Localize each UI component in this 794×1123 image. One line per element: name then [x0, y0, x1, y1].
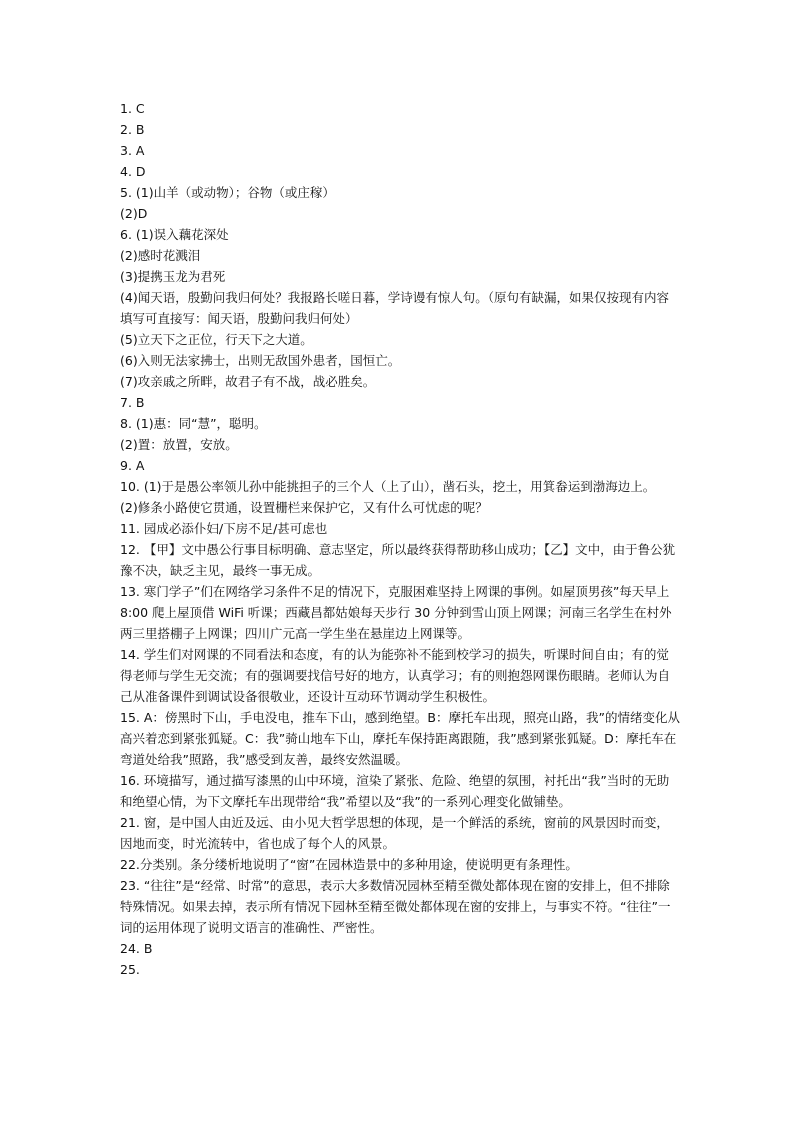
answer-line: 8. (1)惠：同“慧”，聪明。: [120, 416, 267, 431]
answer-line: (6)入则无法家拂士，出则无敌国外患者，国恒亡。: [120, 353, 401, 368]
answer-line: 21. 窗，是中国人由近及远、由小见大哲学思想的体现，是一个鲜活的系统，窗前的风景因时而变，因地而变，时光流转中，省也成了每个人的风景。: [120, 815, 669, 851]
answer-line: 25.: [120, 962, 140, 977]
answer-key-body: [120, 98, 680, 980]
answer-line: 23. “往往”是“经常、时常”的意思，表示大多数情况园林至精至微处都体现在窗的安排上，但不排除特殊情况。如果去掉，表示所有情况下园林至精至微处都体现在窗的安排上，与事实不符。“往往”一词的运用体现了说明文语言的准确性、严密性。: [120, 878, 671, 935]
answer-line: 22.分类别。条分缕析地说明了“窗”在园林造景中的多种用途，使说明更有条理性。: [120, 857, 578, 872]
answer-line: (4)闻天语，殷勤问我归何处？我报路长嗟日暮，学诗谩有惊人句。（原句有缺漏，如果仅按现有内容填写可直接写：闻天语，殷勤问我归何处）: [120, 290, 669, 326]
answer-line: 11. 园成必添仆妇/下房不足/甚可虑也: [120, 521, 328, 536]
answer-line: 2. B: [120, 122, 145, 137]
answer-line: 1. C: [120, 101, 145, 116]
answer-line: (5)立天下之正位，行天下之大道。: [120, 332, 313, 347]
answer-line: 24. B: [120, 941, 153, 956]
answer-line: (2)感时花溅泪: [120, 248, 201, 263]
answer-line: (2)D: [120, 206, 148, 221]
answer-line: 6. (1)误入藕花深处: [120, 227, 229, 242]
answer-line: 7. B: [120, 395, 145, 410]
answer-line: 5. (1)山羊（或动物）；谷物（或庄稼）: [120, 185, 335, 200]
answer-line: 14. 学生们对网课的不同看法和态度，有的认为能弥补不能到校学习的损失，听课时间自由；有的觉得老师与学生无交流；有的强调要找信号好的地方，认真学习；有的则抱怨网课伤眼睛。老师认为自己从准备课件到调试设备很敬业，还设计互动环节调动学生积极性。: [120, 647, 671, 704]
answer-line: (7)攻亲戚之所畔，故君子有不战，战必胜矣。: [120, 374, 376, 389]
answer-line: 13. 寒门学子”们在网络学习条件不足的情况下，克服困难坚持上网课的事例。如屋顶男孩”每天早上 8:00 爬上屋顶借 WiFi 听课；西藏昌都姑娘每天步行 30 分钟到雪山顶上网课；河南三名学生在村外两三里搭棚子上网课；四川广元高一学生坐在悬崖边上网课等。: [120, 584, 672, 641]
answer-line: 15. A：傍黑时下山，手电没电，推车下山，感到绝望。B：摩托车出现，照亮山路，我”的情绪变化从高兴着恋到紧张狐疑。C：我”骑山地车下山，摩托车保持距离跟随，我”感到紧张狐疑。D：摩托车在弯道处给我”照路，我”感受到友善，最终安然温暖。: [120, 710, 680, 767]
answer-line: 4. D: [120, 164, 146, 179]
answer-line: 9. A: [120, 458, 145, 473]
answer-line: (2)置：放置，安放。: [120, 437, 238, 452]
answer-line: 3. A: [120, 143, 145, 158]
answer-line: (2)修条小路使它贯通，设置栅栏来保护它，又有什么可忧虑的呢？: [120, 500, 488, 515]
answer-line: (3)提携玉龙为君死: [120, 269, 226, 284]
answer-line: 16. 环境描写，通过描写漆黑的山中环境，渲染了紧张、危险、绝望的氛围，衬托出“我”当时的无助和绝望心情，为下文摩托车出现带给“我”希望以及“我”的一系列心理变化做铺垫。: [120, 773, 670, 809]
answer-line: 12. 【甲】文中愚公行事目标明确、意志坚定，所以最终获得帮助移山成功；【乙】文中，由于鲁公犹豫不决，缺乏主见，最终一事无成。: [120, 542, 676, 578]
answer-line: 10. (1)于是愚公率领儿孙中能挑担子的三个人（上了山），凿石头，挖土，用箕畚运到渤海边上。: [120, 479, 656, 494]
